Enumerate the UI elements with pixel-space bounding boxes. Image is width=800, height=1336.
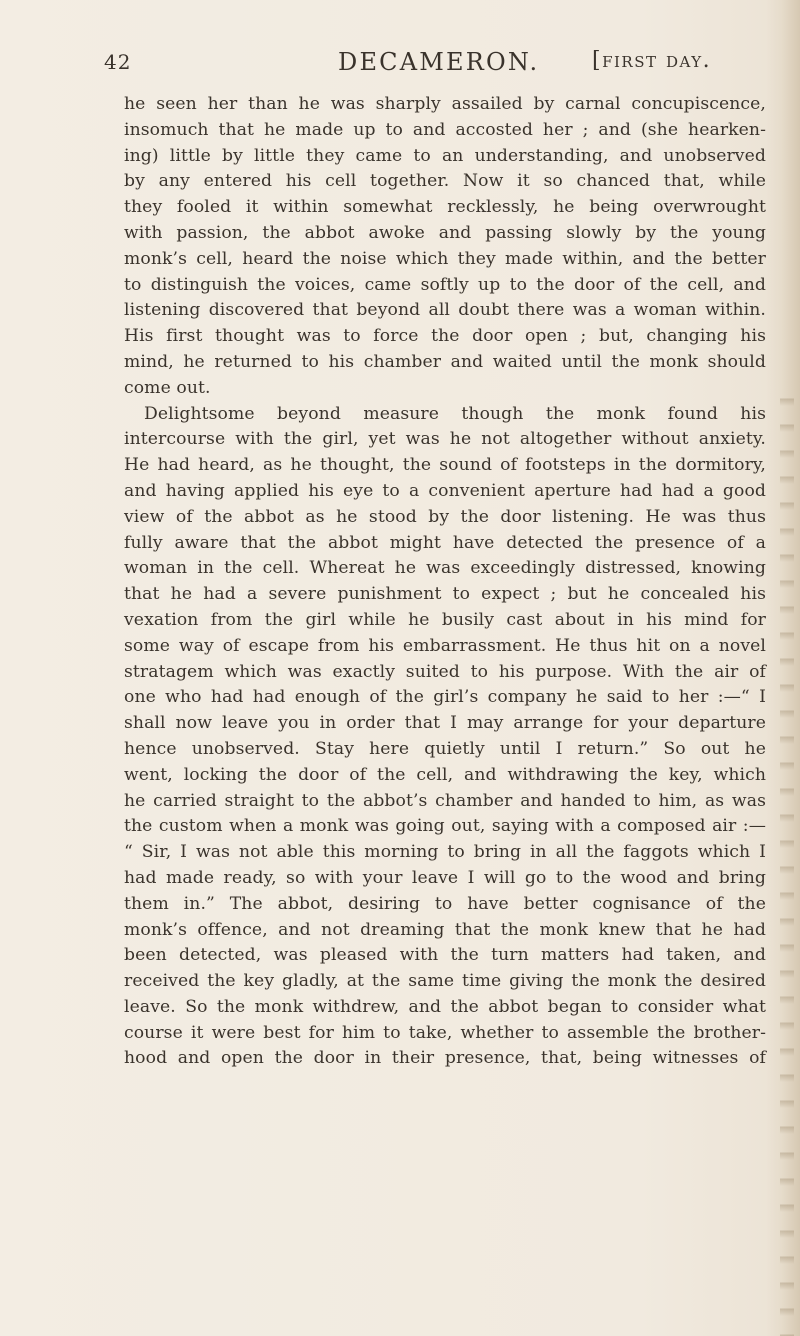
text-line: to distinguish the voices, came softly up to the door of the cell, and bbox=[124, 274, 766, 295]
text-line: ing) little by little they came to an understanding, and unobserved bbox=[124, 145, 766, 166]
running-header bbox=[0, 48, 800, 88]
text-line: he seen her than he was sharply assailed by carnal concupiscence, bbox=[124, 94, 766, 114]
page-edge-shadow bbox=[780, 380, 794, 1336]
text-line: vexation from the girl while he busily cast about in his mind for bbox=[124, 609, 766, 630]
text-line: monk’s cell, heard the noise which they made within, and the better bbox=[124, 248, 766, 269]
text-line: mind, he returned to his chamber and waited until the monk should bbox=[124, 351, 766, 372]
text-line: hence unobserved. Stay here quietly until I return.” So out he bbox=[124, 738, 766, 759]
text-line: went, locking the door of the cell, and withdrawing the key, which bbox=[124, 764, 766, 785]
text-line: “ Sir, I was not able this morning to bring in all the faggots which I bbox=[124, 842, 766, 863]
text-line: fully aware that the abbot might have detected the presence of a bbox=[124, 532, 766, 553]
text-line: with passion, the abbot awoke and passing slowly by the young bbox=[124, 222, 766, 243]
text-line: come out. bbox=[124, 377, 211, 398]
text-line: monk’s offence, and not dreaming that the monk knew that he had bbox=[124, 919, 766, 940]
text-line: that he had a severe punishment to expect ; but he concealed his bbox=[124, 584, 766, 605]
text-line: woman in the cell. Whereat he was exceedingly distressed, knowing bbox=[124, 558, 766, 579]
running-title: DECAMERON. bbox=[338, 48, 540, 76]
text-line: by any entered his cell together. Now it so chanced that, while bbox=[124, 171, 766, 192]
section-label: [first day. bbox=[592, 48, 712, 73]
text-line: intercourse with the girl, yet was he not altogether without anxiety. bbox=[124, 429, 766, 450]
text-line: His first thought was to force the door open ; but, changing his bbox=[124, 326, 766, 347]
text-line: the custom when a monk was going out, saying with a composed air :— bbox=[124, 816, 766, 837]
text-line: had made ready, so with your leave I will go to the wood and bring bbox=[124, 867, 766, 888]
text-line: received the key gladly, at the same time giving the monk the desired bbox=[124, 971, 766, 992]
text-line: insomuch that he made up to and accosted her ; and (she hearken- bbox=[124, 119, 766, 140]
text-line: Delightsome beyond measure though the monk found his bbox=[144, 403, 766, 424]
text-line: and having applied his eye to a convenient aperture had had a good bbox=[124, 480, 766, 501]
text-line: He had heard, as he thought, the sound of footsteps in the dormitory, bbox=[124, 455, 766, 476]
text-line: leave. So the monk withdrew, and the abbot began to consider what bbox=[124, 996, 766, 1017]
text-line: course it were best for him to take, whether to assemble the brother- bbox=[124, 1022, 766, 1043]
text-line: they fooled it within somewhat recklessly, he being overwrought bbox=[124, 197, 766, 218]
text-line: hood and open the door in their presence, that, being witnesses of bbox=[124, 1048, 766, 1069]
text-line: view of the abbot as he stood by the door listening. He was thus bbox=[124, 506, 766, 527]
text-line: them in.” The abbot, desiring to have better cognisance of the bbox=[124, 893, 766, 914]
page-number: 42 bbox=[104, 50, 132, 74]
text-line: listening discovered that beyond all doubt there was a woman within. bbox=[124, 300, 766, 321]
text-line: stratagem which was exactly suited to his purpose. With the air of bbox=[124, 661, 766, 682]
text-line: he carried straight to the abbot’s chamber and handed to him, as was bbox=[124, 790, 766, 811]
text-line: shall now leave you in order that I may arrange for your departure bbox=[124, 713, 766, 734]
body-text bbox=[124, 92, 766, 1072]
text-line: one who had had enough of the girl’s company he said to her :—“ I bbox=[124, 687, 766, 708]
text-line: some way of escape from his embarrassment. He thus hit on a novel bbox=[124, 635, 766, 656]
text-line: been detected, was pleased with the turn matters had taken, and bbox=[124, 945, 766, 966]
